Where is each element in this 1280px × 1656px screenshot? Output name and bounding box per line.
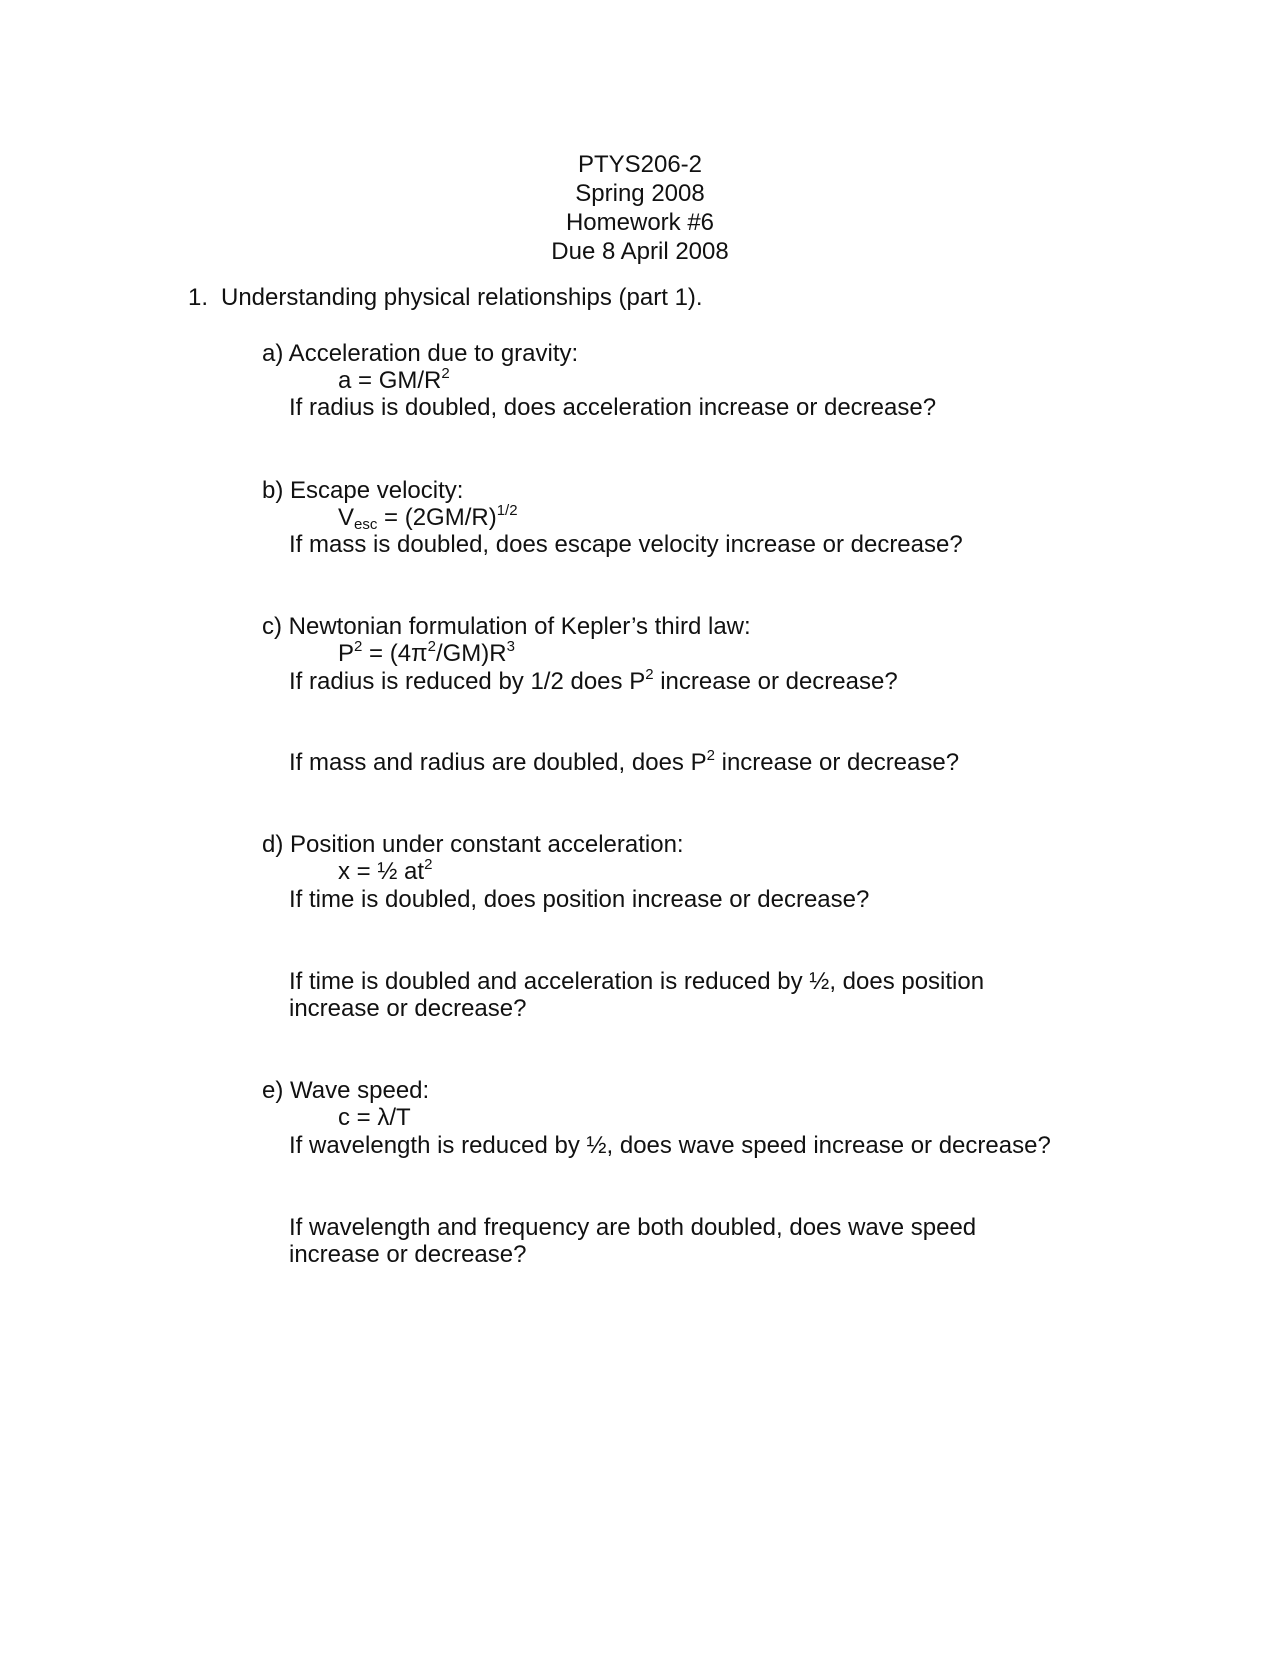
part-b-equation: $V_{esc} = (2GM/R)^{1/2}$: [338, 502, 518, 533]
part-e-label: e) Wave speed:: [262, 1077, 430, 1104]
part-e-question-2-line-1: If wavelength and frequency are both doubled, does wave speed: [289, 1214, 977, 1241]
problem-number: 1.: [188, 284, 209, 311]
part-c-question-2: If mass and radius are doubled, does $P^2$ increase or decrease?: [289, 747, 960, 776]
part-d-question-2-line-1: If time is doubled and acceleration is reduced by ½, does position: [289, 968, 985, 995]
part-c-label: c) Newtonian formulation of Kepler’s third law:: [262, 613, 751, 640]
course-code: PTYS206-2: [577, 151, 703, 178]
part-d-label: d) Position under constant acceleration:: [262, 831, 684, 858]
part-b-label: b) Escape velocity:: [262, 477, 464, 504]
term: Spring 2008: [575, 180, 705, 207]
part-d-equation: x = ½ $at^2$: [338, 856, 433, 885]
part-e-question-1: If wavelength is reduced by ½, does wave speed increase or decrease?: [289, 1132, 1051, 1159]
part-c-question-1: If radius is reduced by 1/2 does $P^2$ increase or decrease?: [289, 666, 898, 695]
part-e-equation: c = λ/T: [338, 1104, 411, 1131]
part-d-question-1: If time is doubled, does position increase or decrease?: [289, 886, 870, 913]
part-a-label: a) Acceleration due to gravity:: [262, 340, 579, 367]
part-a-question: If radius is doubled, does acceleration increase or decrease?: [289, 394, 937, 421]
problem-title: Understanding physical relationships (part 1).: [221, 284, 703, 311]
part-a-equation: $a = GM/R^2$: [338, 365, 450, 394]
document-header: [0, 150, 1280, 266]
part-c-equation: $P^2 = (4\pi^2/GM)R^3$: [338, 638, 515, 667]
assignment-title: Homework #6: [565, 209, 715, 236]
part-b-question: If mass is doubled, does escape velocity increase or decrease?: [289, 531, 963, 558]
part-e-question-2-line-2: increase or decrease?: [289, 1241, 527, 1268]
due-date: Due 8 April 2008: [551, 238, 729, 265]
part-d-question-2-line-2: increase or decrease?: [289, 995, 527, 1022]
